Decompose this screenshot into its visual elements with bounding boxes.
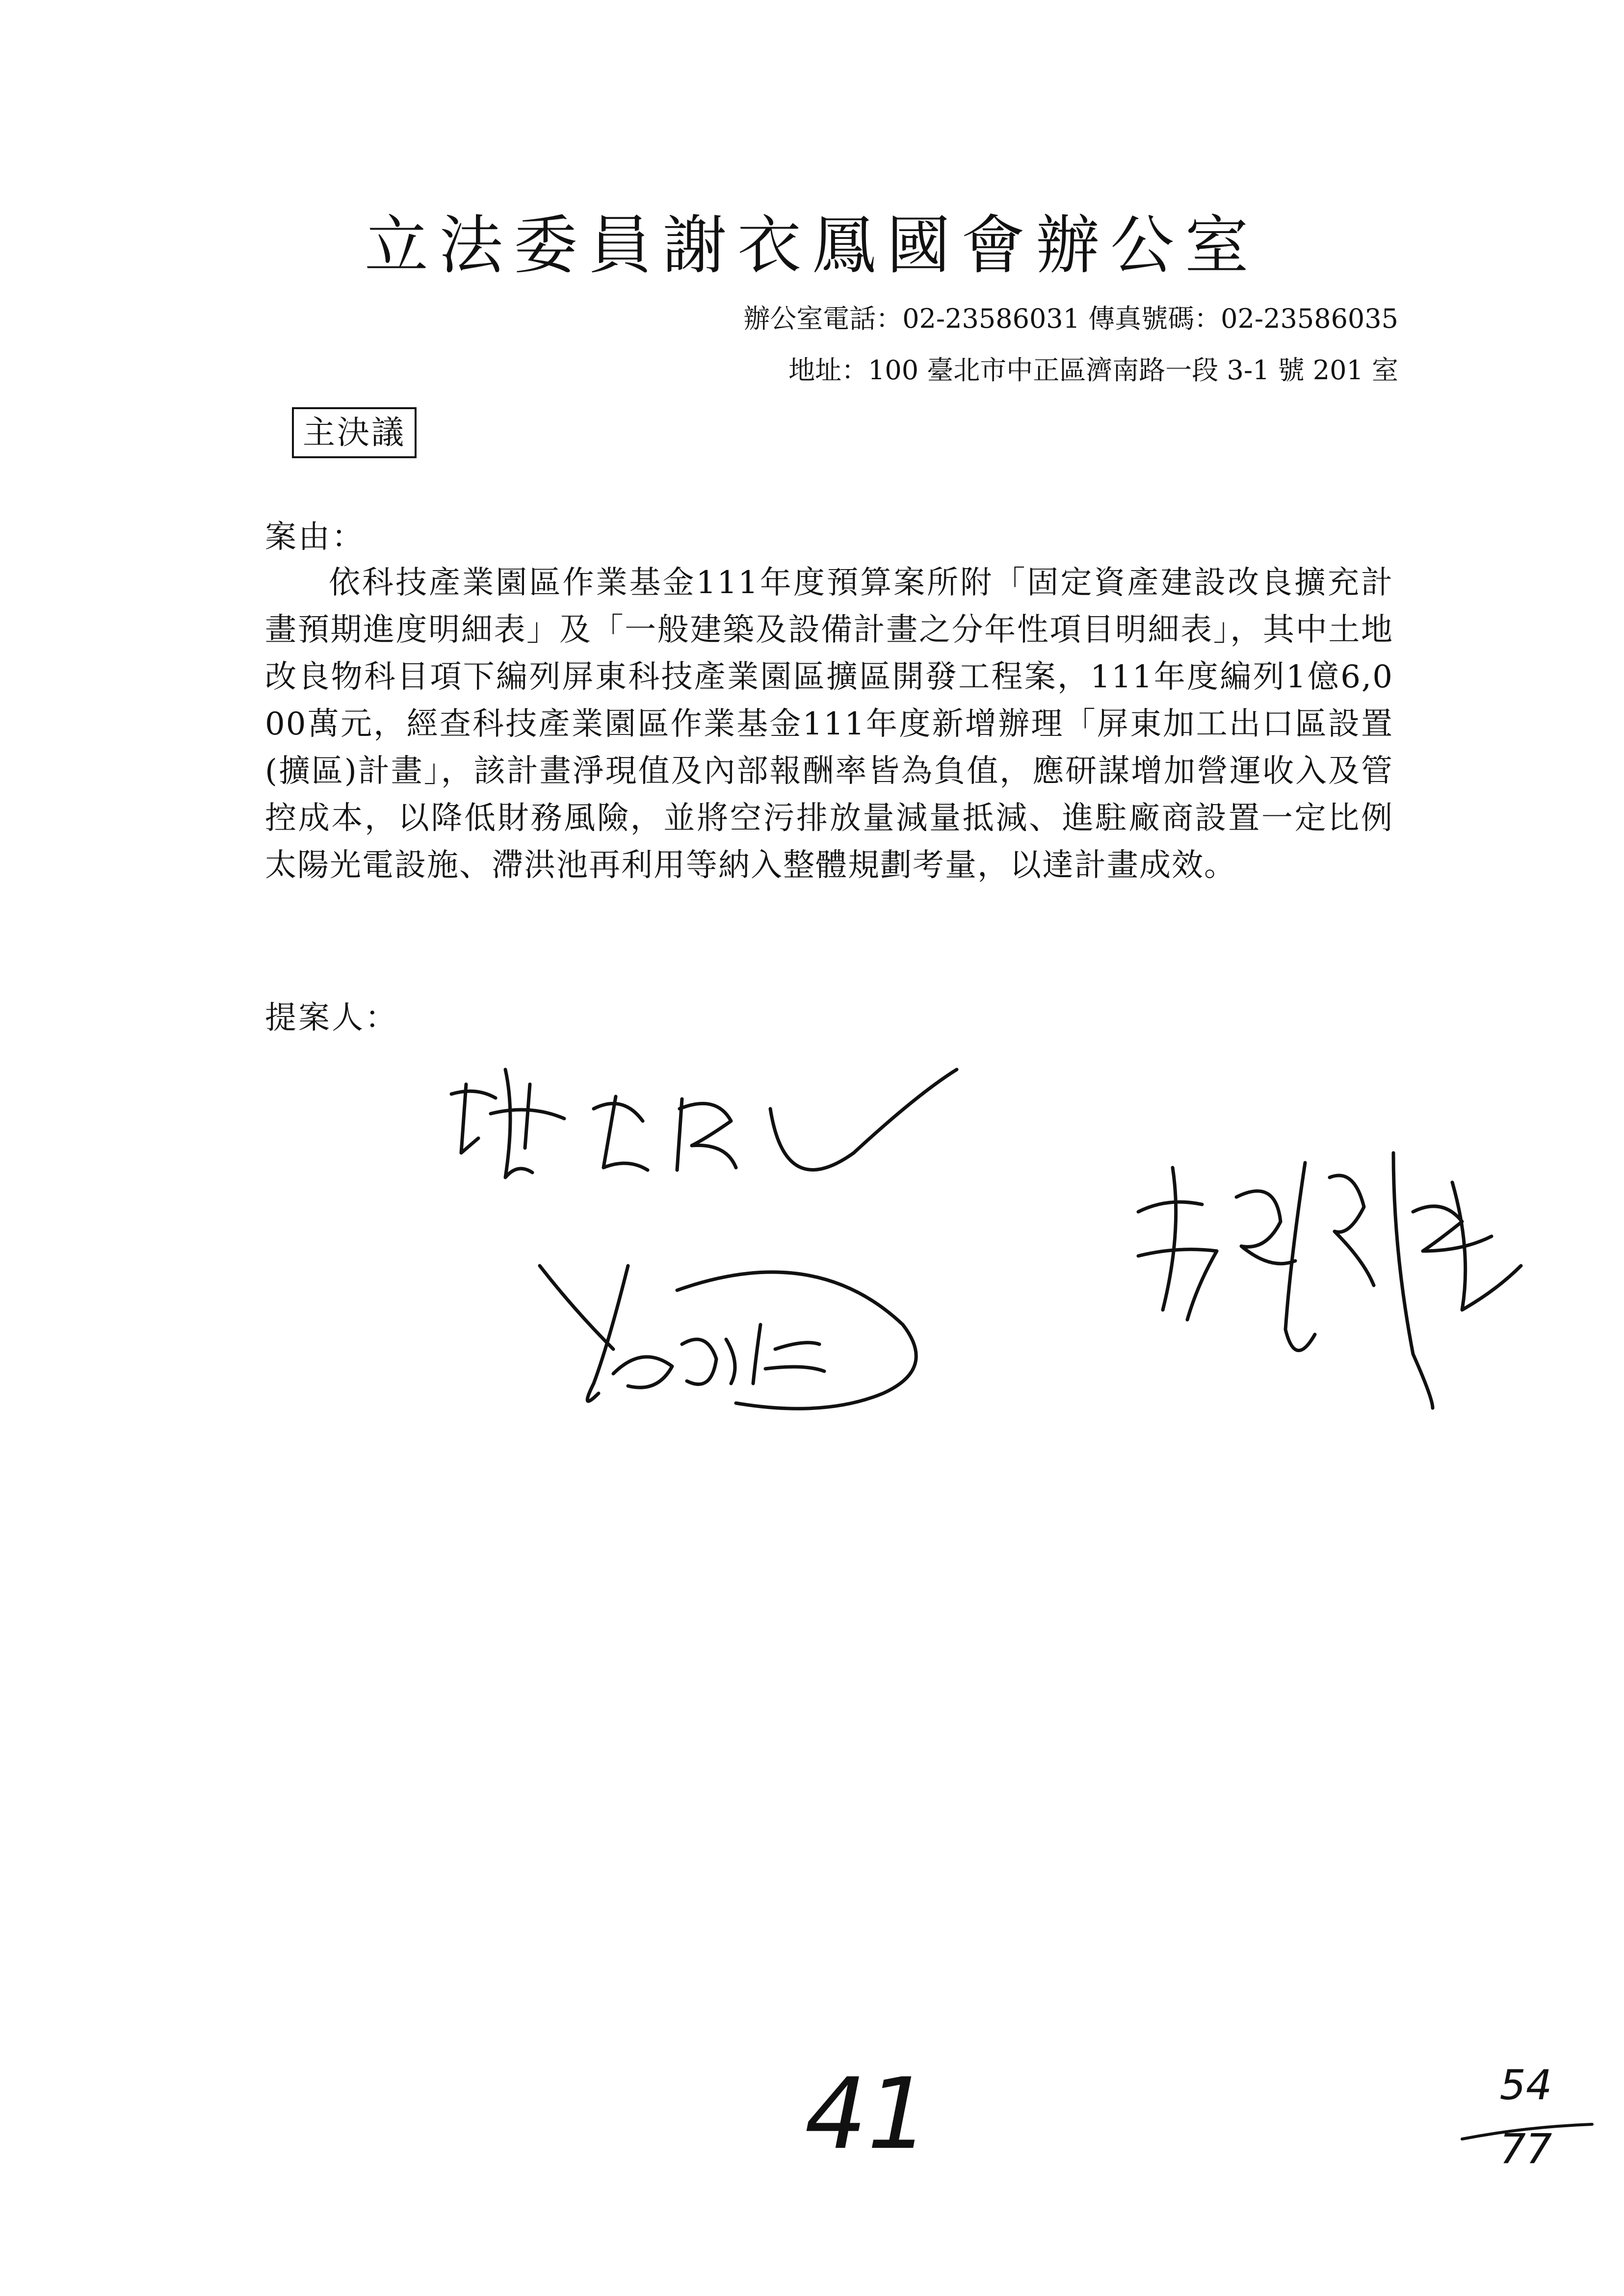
office-title: 立法委員謝衣鳳國會辦公室 xyxy=(364,208,1259,283)
corner-annotation xyxy=(1462,2053,1590,2181)
reason-label: 案由： xyxy=(265,519,365,555)
signature-2 xyxy=(530,1246,952,1452)
signature-3 xyxy=(1119,1123,1560,1428)
reason-text: 依科技產業園區作業基金111年度預算案所附「固定資產建設改良擴充計畫預期進度明細表」及「一般建築及設備計畫之分年性項目明細表」，其中土地改良物科目項下編列屏東科技產業園區擴區開發工程案，111年度編列1億6,000萬元，經查科技產業園區作業基金111年度新增辦理「屏東加工出口區設置(擴區)計畫」，該計畫淨現值及內部報酬率皆為負值，應研謀增加營運收入及管控成本，以降低財務風險，並將空污排放量減量抵減、進駐廠商設置一定比例太陽光電設施、滯洪池再利用等納入整體規劃考量，以達計畫成效。 xyxy=(265,565,1393,884)
signature-xie-yifeng xyxy=(432,1040,971,1226)
proposer-label: 提案人： xyxy=(265,1000,398,1036)
corner-annotation-top: 54 xyxy=(1499,2061,1552,2109)
corner-annotation-bottom: 77 xyxy=(1499,2125,1552,2173)
contact-phone-fax: 辦公室電話：02-23586031 傳真號碼：02-23586035 xyxy=(743,303,1398,334)
main-resolution-badge: 主決議 xyxy=(292,407,417,458)
page-number: 41 xyxy=(805,2057,930,2171)
contact-address: 地址：100 臺北市中正區濟南路一段 3-1 號 201 室 xyxy=(788,355,1398,386)
corner-strike-line xyxy=(1457,2117,1595,2186)
